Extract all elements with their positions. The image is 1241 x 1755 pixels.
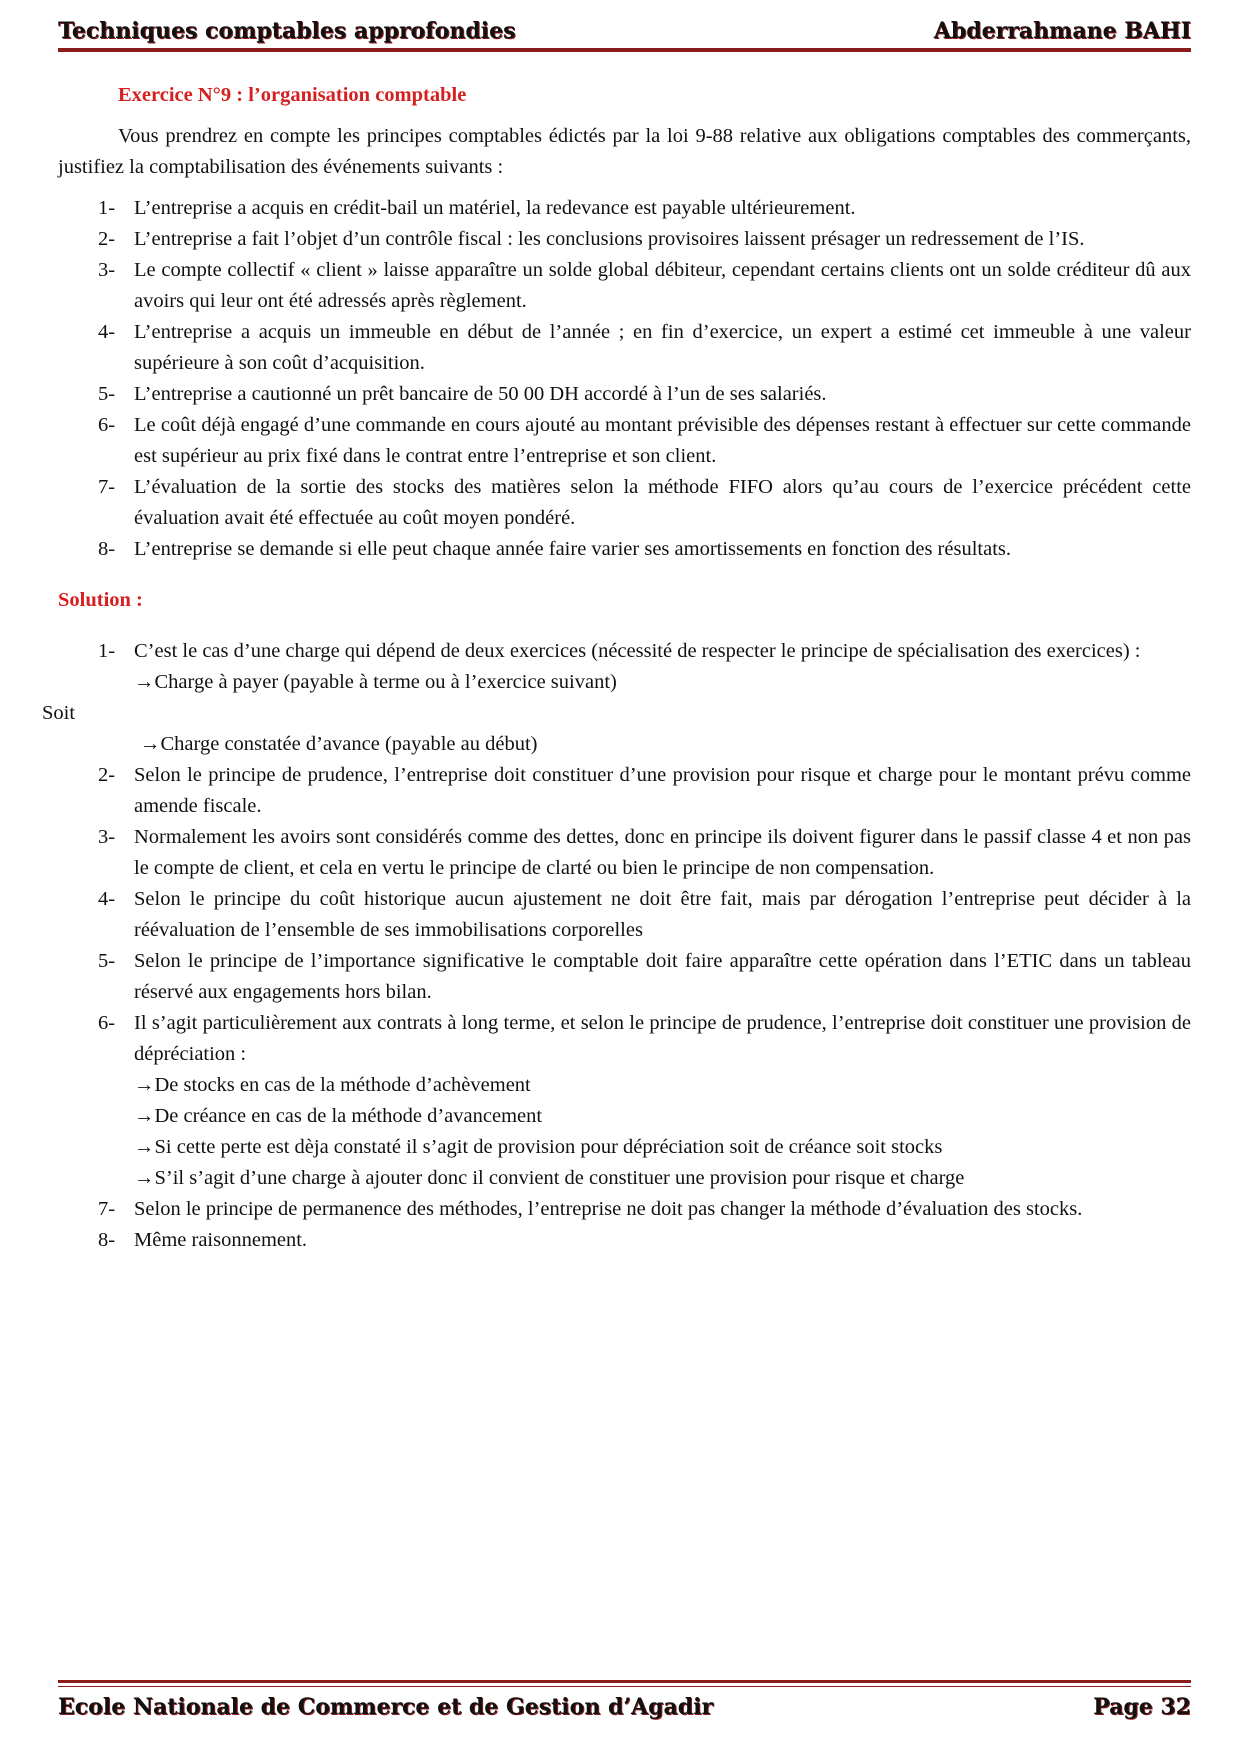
item-number: 3- [98,826,116,848]
header-rule [58,48,1191,52]
item-text: Selon le principe du coût historique aucun ajustement ne doit être fait, mais par dérogation l’entreprise peut décider à la réévaluation de l’ensemble de ses immobilisations corporelles [134,888,1191,941]
list-item [58,317,1191,379]
list-item [58,379,1191,410]
item-text: Le compte collectif « client » laisse apparaître un solde global débiteur, cependant certains clients ont un solde créditeur dû aux avoirs qui leur ont été adressés après règlement. [134,259,1191,312]
list-item [58,884,1191,946]
arrow-line: →De créance en cas de la méthode d’avancement [134,1105,543,1127]
list-item [58,946,1191,1008]
list-item [58,410,1191,472]
item-text: Le coût déjà engagé d’une commande en cours ajouté au montant prévisible des dépenses restant à effectuer sur cette commande est supérieur au prix fixé dans le contrat entre l’entreprise et son client. [134,414,1191,467]
page-number: Page 32 [1093,1694,1191,1720]
item-number: 7- [98,476,116,498]
item-text: Selon le principe de prudence, l’entreprise doit constituer d’une provision pour risque et charge pour le montant prévu comme amende fiscale. [134,764,1191,817]
item-number: 2- [98,764,116,786]
item-text: L’entreprise se demande si elle peut chaque année faire varier ses amortissements en fonction des résultats. [134,538,1011,560]
item-text: L’entreprise a fait l’objet d’un contrôle fiscal : les conclusions provisoires laissent présager un redressement de l’IS. [134,228,1085,250]
item-number: 2- [98,228,116,250]
item-text: Même raisonnement. [134,1229,308,1251]
item-text: Selon le principe de permanence des méthodes, l’entreprise ne doit pas changer la méthode d’évaluation des stocks. [134,1198,1083,1220]
list-item [58,255,1191,317]
header-author: Abderrahmane BAHI [933,18,1191,44]
arrow-line: →Charge constatée d’avance (payable au début) [140,733,538,755]
item-number: 4- [98,321,116,343]
soit-label: Soit [42,702,76,724]
item-text: L’entreprise a cautionné un prêt bancaire de 50 00 DH accordé à l’un de ses salariés. [134,383,827,405]
list-item [58,534,1191,565]
item-text: L’évaluation de la sortie des stocks des matières selon la méthode FIFO alors qu’au cours de l’exercice précédent cette évaluation avait été effectuée au coût moyen pondéré. [134,476,1191,529]
list-item [58,1225,1191,1256]
page-content [42,80,1191,1256]
solution-title: Solution : [58,589,143,611]
list-item [58,472,1191,534]
arrow-line: →Charge à payer (payable à terme ou à l’exercice suivant) [134,671,617,693]
exercise-list [58,193,1191,565]
exercise-intro: Vous prendrez en compte les principes comptables édictés par la loi 9-88 relative aux obligations comptables des commerçants, justifiez la comptabilisation des événements suivants : [58,125,1191,178]
item-number: 8- [98,538,116,560]
item-text: Selon le principe de l’importance significative le comptable doit faire apparaître cette opération dans l’ETIC dans un tableau réservé aux engagements hors bilan. [134,950,1191,1003]
arrow-line: →De stocks en cas de la méthode d’achèvement [134,1074,531,1096]
footer-rule-thin [58,1686,1191,1687]
item-number: 8- [98,1229,116,1251]
item-number: 1- [98,197,116,219]
list-item [58,193,1191,224]
solution-list [58,636,1191,698]
item-number: 7- [98,1198,116,1220]
footer-rule [58,1680,1191,1683]
solution-list-continued [58,760,1191,1256]
list-item [58,1008,1191,1194]
arrow-line: →Si cette perte est dèja constaté il s’agit de provision pour dépréciation soit de créance soit stocks [134,1136,943,1158]
list-item [58,224,1191,255]
item-number: 1- [98,640,116,662]
arrow-line: →S’il s’agit d’une charge à ajouter donc il convient de constituer une provision pour risque et charge [134,1167,965,1189]
soit-row [42,698,1191,729]
item-number: 5- [98,383,116,405]
item-text: Normalement les avoirs sont considérés comme des dettes, donc en principe ils doivent figurer dans le passif classe 4 et non pas le compte de client, et cela en vertu le principe de clarté ou bien le principe de non compensation. [134,826,1191,879]
page-footer [58,1680,1191,1730]
arrow-row [58,729,1191,760]
item-number: 5- [98,950,116,972]
header-course-title: Techniques comptables approfondies [58,18,516,44]
page-header [58,14,1191,48]
item-number: 3- [98,259,116,281]
footer-school-name: Ecole Nationale de Commerce et de Gestion d’Agadir [58,1694,714,1720]
item-number: 4- [98,888,116,910]
list-item [58,822,1191,884]
item-text: L’entreprise a acquis en crédit-bail un matériel, la redevance est payable ultérieurement. [134,197,856,219]
exercise-title: Exercice N°9 : l’organisation comptable [118,84,467,106]
list-item [58,1194,1191,1225]
item-text: L’entreprise a acquis un immeuble en début de l’année ; en fin d’exercice, un expert a estimé cet immeuble à une valeur supérieure à son coût d’acquisition. [134,321,1191,374]
item-number: 6- [98,1012,116,1034]
item-number: 6- [98,414,116,436]
list-item [58,760,1191,822]
item-text: C’est le cas d’une charge qui dépend de deux exercices (nécessité de respecter le principe de spécialisation des exercices) : [134,640,1141,662]
list-item [58,636,1191,698]
item-text: Il s’agit particulièrement aux contrats à long terme, et selon le principe de prudence, l’entreprise doit constituer une provision de dépréciation : [134,1012,1191,1065]
